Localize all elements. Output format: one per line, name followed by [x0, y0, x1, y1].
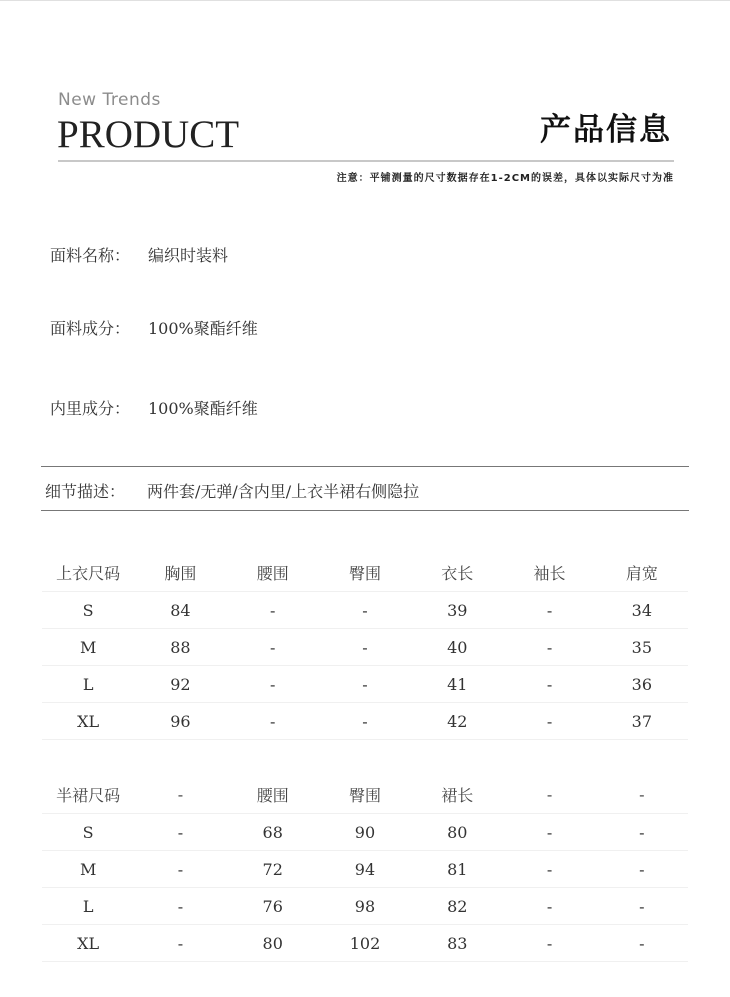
table-cell: 80: [411, 814, 503, 851]
table-cell: XL: [42, 703, 134, 740]
table-cell: -: [596, 851, 688, 888]
top-border: [0, 0, 730, 1]
header-cell: 上衣尺码: [42, 554, 134, 592]
skirt-size-table: [42, 776, 688, 962]
table-cell: 35: [596, 629, 688, 666]
table-cell: 96: [134, 703, 226, 740]
spec-fabric-name: [50, 243, 228, 266]
table-cell: -: [503, 925, 595, 962]
table-cell: S: [42, 592, 134, 629]
header-cell: -: [503, 776, 595, 814]
table-cell: -: [227, 592, 319, 629]
table-cell: 88: [134, 629, 226, 666]
table-row: [42, 925, 688, 962]
table-cell: XL: [42, 925, 134, 962]
table-cell: -: [596, 925, 688, 962]
table-cell: 39: [411, 592, 503, 629]
table-header-row: [42, 554, 688, 592]
table-cell: 40: [411, 629, 503, 666]
table-row: [42, 851, 688, 888]
table-cell: 84: [134, 592, 226, 629]
table-cell: -: [134, 851, 226, 888]
table-cell: 68: [227, 814, 319, 851]
header-cell: -: [596, 776, 688, 814]
header-cell: -: [134, 776, 226, 814]
table-cell: -: [227, 703, 319, 740]
table-row: [42, 888, 688, 925]
header-divider: [58, 160, 674, 162]
table-cell: -: [319, 629, 411, 666]
table-cell: -: [596, 814, 688, 851]
table-cell: -: [503, 888, 595, 925]
table-header-row: [42, 776, 688, 814]
spec-label: 细节描述：: [45, 482, 126, 501]
table-cell: 92: [134, 666, 226, 703]
table-cell: 37: [596, 703, 688, 740]
header-cell: 胸围: [134, 554, 226, 592]
spec-value: 编织时装料: [148, 246, 229, 265]
table-cell: -: [503, 814, 595, 851]
measurement-note: 注意：平铺测量的尺寸数据存在1-2CM的误差，具体以实际尺寸为准: [336, 173, 674, 184]
table-cell: 80: [227, 925, 319, 962]
spec-value: 100%聚酯纤维: [148, 319, 258, 338]
table-cell: L: [42, 888, 134, 925]
table-cell: 98: [319, 888, 411, 925]
table-cell: 72: [227, 851, 319, 888]
header-cell: 半裙尺码: [42, 776, 134, 814]
header-cell: 衣长: [411, 554, 503, 592]
table-cell: -: [596, 888, 688, 925]
header-cell: 腰围: [227, 776, 319, 814]
table-cell: -: [134, 925, 226, 962]
table-cell: 83: [411, 925, 503, 962]
table-cell: -: [503, 703, 595, 740]
spec-value: 两件套/无弹/含内里/上衣半裙右侧隐拉: [147, 482, 420, 501]
table-cell: -: [503, 851, 595, 888]
header-subtitle: New Trends: [58, 90, 161, 110]
table-cell: -: [134, 814, 226, 851]
table-row: [42, 592, 688, 629]
table-cell: -: [503, 666, 595, 703]
table-cell: -: [227, 666, 319, 703]
table-cell: M: [42, 851, 134, 888]
table-cell: 42: [411, 703, 503, 740]
table-cell: -: [503, 629, 595, 666]
table-cell: 94: [319, 851, 411, 888]
table-cell: 82: [411, 888, 503, 925]
table-cell: M: [42, 629, 134, 666]
table-cell: -: [227, 629, 319, 666]
table-cell: -: [319, 666, 411, 703]
table-row: [42, 814, 688, 851]
header-cell: 袖长: [503, 554, 595, 592]
top-size-table: [42, 554, 688, 740]
spec-fabric-composition: [50, 316, 258, 339]
spec-value: 100%聚酯纤维: [148, 399, 258, 418]
table-cell: 81: [411, 851, 503, 888]
header-cell: 腰围: [227, 554, 319, 592]
table-cell: 90: [319, 814, 411, 851]
section-title: 产品信息: [540, 112, 672, 148]
spec-details: [41, 466, 689, 511]
header-cell: 臀围: [319, 554, 411, 592]
table-cell: 102: [319, 925, 411, 962]
table-cell: -: [319, 703, 411, 740]
table-cell: -: [503, 592, 595, 629]
table-cell: 41: [411, 666, 503, 703]
spec-lining-composition: [50, 396, 258, 419]
header-title: PRODUCT: [57, 113, 240, 156]
header-cell: 裙长: [411, 776, 503, 814]
table-row: [42, 629, 688, 666]
table-cell: -: [134, 888, 226, 925]
table-cell: 34: [596, 592, 688, 629]
header-cell: 肩宽: [596, 554, 688, 592]
table-cell: 36: [596, 666, 688, 703]
header-cell: 臀围: [319, 776, 411, 814]
spec-label: 面料成分：: [50, 319, 131, 338]
table-cell: 76: [227, 888, 319, 925]
table-row: [42, 666, 688, 703]
table-cell: -: [319, 592, 411, 629]
table-cell: L: [42, 666, 134, 703]
spec-label: 面料名称：: [50, 246, 131, 265]
spec-label: 内里成分：: [50, 399, 131, 418]
table-cell: S: [42, 814, 134, 851]
table-row: [42, 703, 688, 740]
